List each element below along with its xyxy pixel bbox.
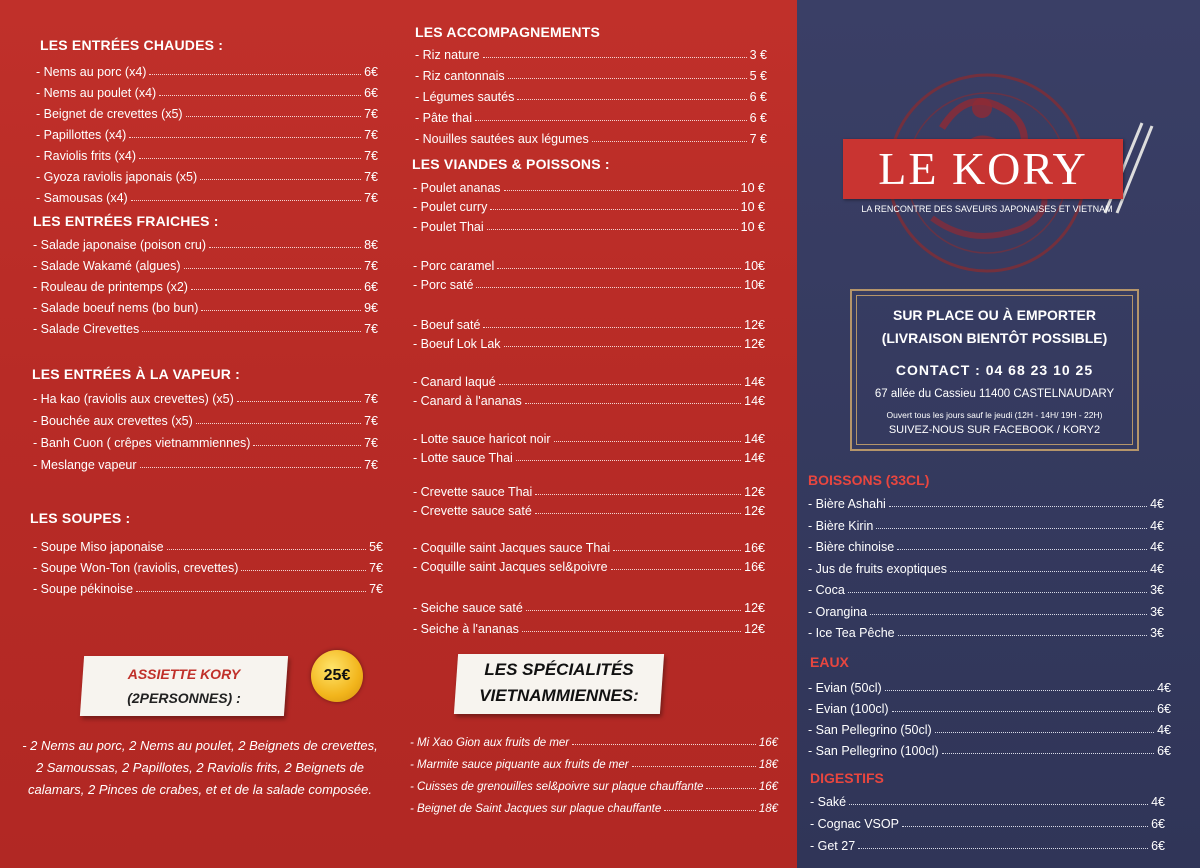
menu-item-name: - Riz cantonnais <box>415 69 505 83</box>
menu-item <box>808 697 1171 716</box>
menu-item-name: - Raviolis frits (x4) <box>36 149 137 163</box>
menu-item <box>413 313 765 332</box>
dot-leader <box>184 268 362 269</box>
menu-item <box>410 796 778 815</box>
menu-item-name: - Poulet Thai <box>413 220 484 234</box>
menu-item-price: 7€ <box>364 392 378 406</box>
menu-item-name: - San Pellegrino (50cl) <box>808 723 932 737</box>
menu-item-price: 10 € <box>740 200 765 214</box>
menu-item-name: - Coquille saint Jacques sauce Thai <box>413 541 611 555</box>
dot-leader <box>898 635 1147 636</box>
dot-leader <box>504 190 738 191</box>
menu-item-price: 16€ <box>744 541 765 555</box>
menu-item-price: 7€ <box>364 107 378 121</box>
menu-item <box>36 186 378 205</box>
menu-item-name: - Cuisses de grenouilles sel&poivre sur plaque chauffante <box>410 781 704 793</box>
menu-item <box>413 596 765 615</box>
menu-item <box>808 600 1164 619</box>
contact-phone: CONTACT : 04 68 23 10 25 <box>895 362 1094 378</box>
menu-item <box>33 535 383 554</box>
dot-leader <box>129 137 361 138</box>
menu-item-name: - Cognac VSOP <box>810 817 899 831</box>
menu-item-name: - San Pellegrino (100cl) <box>808 744 939 758</box>
menu-item-name: - Salade Wakamé (algues) <box>33 259 181 273</box>
menu-item-price: 14€ <box>744 394 765 408</box>
menu-item <box>36 123 378 142</box>
section-title-entrees-fraiches: LES ENTRÉES FRAICHES : <box>33 213 219 229</box>
dot-leader <box>554 441 742 442</box>
menu-item-price: 7€ <box>364 259 378 273</box>
menu-item <box>808 578 1164 597</box>
assiette-banner <box>80 656 288 716</box>
menu-item-price: 3€ <box>1150 583 1164 597</box>
menu-item-name: - Beignet de Saint Jacques sur plaque chauffante <box>410 803 662 815</box>
dot-leader <box>196 423 361 424</box>
dot-leader <box>902 826 1148 827</box>
menu-item-price: 16€ <box>744 560 765 574</box>
delivery-text: (LIVRAISON BIENTÔT POSSIBLE) <box>881 330 1108 346</box>
menu-item <box>36 81 378 100</box>
menu-item <box>33 233 378 252</box>
dot-leader <box>849 804 1148 805</box>
menu-item-price: 6 € <box>749 111 767 125</box>
dot-leader <box>490 209 737 210</box>
dot-leader <box>159 95 361 96</box>
menu-item <box>33 387 378 406</box>
menu-item-price: 7 € <box>749 132 767 146</box>
menu-item-price: 7€ <box>364 436 378 450</box>
menu-item-name: - Boeuf saté <box>413 318 481 332</box>
menu-item <box>33 453 378 472</box>
menu-item-name: - Banh Cuon ( crêpes vietnammiennes) <box>33 436 251 450</box>
menu-item-price: 4€ <box>1150 497 1164 511</box>
hours-text: Ouvert tous les jours sauf le jeudi (12H - 14H/ 19H - 22H) <box>886 410 1103 420</box>
menu-item-price: 6€ <box>1157 744 1171 758</box>
menu-item-name: - Samousas (x4) <box>36 191 128 205</box>
menu-item-name: - Nems au porc (x4) <box>36 65 147 79</box>
menu-item <box>808 535 1164 554</box>
menu-item-price: 4€ <box>1157 681 1171 695</box>
dot-leader <box>483 327 741 328</box>
menu-item <box>413 480 765 499</box>
menu-item-price: 14€ <box>744 375 765 389</box>
menu-item-name: - Crevette sauce Thai <box>413 485 533 499</box>
menu-item-price: 6€ <box>364 86 378 100</box>
dot-leader <box>611 569 742 570</box>
menu-item-price: 14€ <box>744 451 765 465</box>
menu-item <box>410 752 778 771</box>
dot-leader <box>487 229 738 230</box>
menu-item-name: - Bouchée aux crevettes (x5) <box>33 414 193 428</box>
section-title-digestifs: DIGESTIFS <box>810 770 884 786</box>
section-title-soupes: LES SOUPES : <box>30 510 131 526</box>
menu-item <box>415 43 767 62</box>
menu-item-price: 14€ <box>744 432 765 446</box>
menu-item-name: - Rouleau de printemps (x2) <box>33 280 188 294</box>
menu-item-price: 6€ <box>1157 702 1171 716</box>
menu-item-price: 7€ <box>364 128 378 142</box>
dot-leader <box>892 711 1155 712</box>
menu-item-price: 7€ <box>364 149 378 163</box>
section-title-entrees-vapeur: LES ENTRÉES À LA VAPEUR : <box>32 366 241 382</box>
menu-item-name: - Légumes sautés <box>415 90 515 104</box>
dot-leader <box>664 810 756 811</box>
dot-leader <box>131 200 361 201</box>
menu-item-price: 10€ <box>744 278 765 292</box>
dot-leader <box>241 570 366 571</box>
dot-leader <box>200 179 361 180</box>
dot-leader <box>572 744 756 745</box>
menu-item-name: - Evian (100cl) <box>808 702 889 716</box>
menu-item-price: 6 € <box>749 90 767 104</box>
menu-item <box>33 431 378 450</box>
menu-item <box>810 790 1165 809</box>
dot-leader <box>508 78 747 79</box>
menu-item-name: - Meslange vapeur <box>33 458 137 472</box>
specialites-title-line1: LES SPÉCIALITÉS <box>484 660 634 679</box>
dot-leader <box>504 346 742 347</box>
dot-leader <box>613 550 741 551</box>
dot-leader <box>522 631 741 632</box>
menu-item <box>36 144 378 163</box>
menu-item-price: 4€ <box>1150 561 1164 576</box>
menu-item-name: - Saké <box>810 795 847 809</box>
dot-leader <box>475 120 747 121</box>
dot-leader <box>140 467 362 468</box>
menu-item-price: 7€ <box>369 561 383 575</box>
menu-item-name: - Nems au poulet (x4) <box>36 86 157 100</box>
menu-item-name: - Soupe Miso japonaise <box>33 540 164 554</box>
dot-leader <box>592 141 747 142</box>
assiette-title: ASSIETTE KORY <box>127 666 241 682</box>
menu-item <box>33 317 378 336</box>
menu-item-name: - Bière Kirin <box>808 518 874 533</box>
menu-item-name: - Ha kao (raviolis aux crevettes) (x5) <box>33 392 234 406</box>
menu-item <box>413 370 765 389</box>
dot-leader <box>870 614 1147 615</box>
menu-item <box>413 195 765 214</box>
dot-leader <box>858 848 1148 849</box>
dot-leader <box>950 571 1147 572</box>
dot-leader <box>201 310 361 311</box>
dot-leader <box>876 528 1147 529</box>
menu-item <box>413 273 765 292</box>
menu-item-price: 12€ <box>744 622 765 636</box>
dot-leader <box>535 513 741 514</box>
dot-leader <box>535 494 741 495</box>
menu-item-price: 7€ <box>364 458 378 472</box>
logo-text: LE KORY <box>878 143 1088 194</box>
menu-item <box>415 85 767 104</box>
menu-item-name: - Riz nature <box>415 48 480 62</box>
menu-item <box>810 812 1165 831</box>
menu-item-price: 12€ <box>744 601 765 615</box>
menu-item <box>413 617 765 636</box>
menu-item-price: 10 € <box>740 220 765 234</box>
menu-item-price: 12€ <box>744 318 765 332</box>
dot-leader <box>885 690 1154 691</box>
menu-item-price: 18€ <box>758 803 778 815</box>
menu-item-price: 4€ <box>1150 540 1164 554</box>
menu-item-price: 16€ <box>758 737 778 749</box>
menu-item <box>33 296 378 315</box>
menu-item <box>413 254 765 273</box>
menu-item-name: - Bière Ashahi <box>808 497 886 511</box>
menu-item-name: - Lotte sauce haricot noir <box>413 432 551 446</box>
menu-item <box>413 215 765 234</box>
address-text: 67 allée du Cassieu 11400 CASTELNAUDARY <box>874 388 1115 400</box>
dot-leader <box>525 403 741 404</box>
menu-item-name: - Bière chinoise <box>808 540 895 554</box>
menu-item <box>810 834 1165 853</box>
menu-item <box>413 389 765 408</box>
menu-item <box>415 127 767 146</box>
menu-item-name: - Jus de fruits exoptiques <box>808 561 947 576</box>
dot-leader <box>889 506 1147 507</box>
menu-item-price: 8€ <box>364 238 378 252</box>
menu-item <box>808 718 1171 737</box>
dot-leader <box>935 732 1154 733</box>
menu-item <box>415 106 767 125</box>
menu-item <box>413 176 765 195</box>
dot-leader <box>632 766 756 767</box>
menu-item-price: 7€ <box>364 170 378 184</box>
menu-item-name: - Poulet curry <box>413 200 488 214</box>
menu-item <box>413 555 765 574</box>
blue-menu-panel <box>797 0 1200 868</box>
menu-item-name: - Nouilles sautées aux légumes <box>415 132 589 146</box>
menu-item-price: 6€ <box>364 280 378 294</box>
dot-leader <box>848 592 1147 593</box>
menu-item <box>413 536 765 555</box>
menu-item-price: 4€ <box>1151 795 1165 809</box>
menu-item <box>36 165 378 184</box>
menu-item-name: - Mi Xao Gion aux fruits de mer <box>410 737 570 749</box>
menu-item <box>413 332 765 351</box>
menu-item-price: 5€ <box>369 540 383 554</box>
menu-item <box>33 275 378 294</box>
menu-item-price: 6€ <box>1151 817 1165 831</box>
dot-leader <box>897 549 1147 550</box>
menu-item-name: - Coquille saint Jacques sel&poivre <box>413 560 608 574</box>
menu-item-price: 12€ <box>744 337 765 351</box>
menu-item-price: 12€ <box>744 504 765 518</box>
menu-item <box>808 621 1164 640</box>
menu-item <box>808 739 1171 758</box>
menu-item-name: - Porc saté <box>413 278 474 292</box>
menu-item <box>36 60 378 79</box>
menu-item-name: - Ice Tea Pêche <box>808 626 895 640</box>
dot-leader <box>209 247 361 248</box>
menu-item-price: 7€ <box>364 322 378 336</box>
dot-leader <box>497 268 741 269</box>
dot-leader <box>139 158 361 159</box>
menu-item-name: - Gyoza raviolis japonais (x5) <box>36 170 198 184</box>
menu-item-price: 3€ <box>1150 604 1164 619</box>
menu-item-price: 7€ <box>369 582 383 596</box>
menu-item <box>33 577 383 596</box>
menu-item <box>808 514 1164 533</box>
menu-item <box>808 492 1164 511</box>
dot-leader <box>499 384 741 385</box>
dot-leader <box>483 57 747 58</box>
assiette-description: - 2 Nems au porc, 2 Nems au poulet, 2 Beignets de crevettes, 2 Samoussas, 2 Papillotes, 2 Raviolis frits, 2 Beignets de calamars, 2 Pinces de crabes, et et de la salade composée. <box>22 738 378 797</box>
menu-item <box>33 409 378 428</box>
dot-leader <box>136 591 366 592</box>
menu-item-name: - Crevette sauce saté <box>413 504 532 518</box>
menu-item-name: - Lotte sauce Thai <box>413 451 513 465</box>
dot-leader <box>942 753 1154 754</box>
dot-leader <box>517 99 746 100</box>
menu-item <box>413 427 765 446</box>
menu-item-price: 4€ <box>1157 723 1171 737</box>
menu-item-price: 4€ <box>1150 518 1164 533</box>
section-title-accompagnements: LES ACCOMPAGNEMENTS <box>415 24 601 40</box>
menu-item-name: - Canard laqué <box>413 375 496 389</box>
menu-item-price: 3€ <box>1150 626 1164 640</box>
dot-leader <box>516 460 741 461</box>
menu-item-name: - Salade japonaise (poison cru) <box>33 238 207 252</box>
dot-leader <box>476 287 741 288</box>
social-text: SUIVEZ-NOUS SUR FACEBOOK / KORY2 <box>888 424 1101 436</box>
menu-item-price: 18€ <box>758 759 778 771</box>
menu-item-name: - Soupe pékinoise <box>33 582 134 596</box>
dot-leader <box>526 610 741 611</box>
menu-item-name: - Soupe Won-Ton (raviolis, crevettes) <box>33 561 239 575</box>
menu-item-name: - Porc caramel <box>413 259 495 273</box>
menu-item-name: - Seiche à l'ananas <box>413 622 519 636</box>
section-title-eaux: EAUX <box>810 654 849 670</box>
menu-item-price: 10€ <box>744 259 765 273</box>
menu-item-price: 16€ <box>758 781 778 793</box>
menu-item-price: 3 € <box>749 48 767 62</box>
menu-item-price: 5 € <box>749 69 767 83</box>
menu-item <box>36 102 378 121</box>
menu-item <box>33 556 383 575</box>
dot-leader <box>149 74 361 75</box>
menu-item-price: 10 € <box>740 181 765 195</box>
dot-leader <box>167 549 366 550</box>
dot-leader <box>191 289 361 290</box>
dot-leader <box>142 331 361 332</box>
menu-item-price: 7€ <box>364 191 378 205</box>
menu-item <box>33 254 378 273</box>
menu-item-name: - Evian (50cl) <box>808 681 882 695</box>
menu-item-name: - Boeuf Lok Lak <box>413 337 501 351</box>
section-title-entrees-chaudes: LES ENTRÉES CHAUDES : <box>40 37 224 53</box>
assiette-price-badge: 25€ <box>311 650 363 702</box>
menu-item <box>808 557 1164 576</box>
menu-item-name: - Salade Cirevettes <box>33 322 140 336</box>
menu-item-name: - Seiche sauce saté <box>413 601 523 615</box>
menu-item <box>413 446 765 465</box>
menu-item <box>413 499 765 518</box>
assiette-subtitle: (2PERSONNES) : <box>127 690 241 706</box>
menu-item-name: - Marmite sauce piquante aux fruits de mer <box>410 759 629 771</box>
menu-item-name: - Pâte thai <box>415 111 472 125</box>
menu-item-name: - Salade boeuf nems (bo bun) <box>33 301 199 315</box>
menu-item-name: - Beignet de crevettes (x5) <box>36 107 183 121</box>
specialites-title-line2: VIETNAMMIENNES: <box>479 686 639 705</box>
menu-item-price: 7€ <box>364 414 378 428</box>
menu-item-name: - Poulet ananas <box>413 181 501 195</box>
tagline: LA RENCONTRE DES SAVEURS JAPONAISES ET VIETNAM <box>861 204 1113 214</box>
menu-item-price: 9€ <box>364 301 378 315</box>
dot-leader <box>706 788 755 789</box>
menu-item-price: 6€ <box>364 65 378 79</box>
dot-leader <box>237 401 361 402</box>
menu-item-name: - Papillottes (x4) <box>36 128 127 142</box>
menu-item <box>808 676 1171 695</box>
menu-item-name: - Coca <box>808 583 845 597</box>
menu-item <box>410 774 778 793</box>
section-title-viandes: LES VIANDES & POISSONS : <box>412 156 610 172</box>
dot-leader <box>253 445 361 446</box>
menu-item-name: - Orangina <box>808 604 868 619</box>
menu-item-price: 6€ <box>1151 839 1165 853</box>
menu-item-name: - Canard à l'ananas <box>413 394 522 408</box>
menu-item-name: - Get 27 <box>810 839 856 853</box>
dot-leader <box>186 116 361 117</box>
menu-item <box>410 730 778 749</box>
service-text: SUR PLACE OU À EMPORTER <box>892 307 1096 323</box>
menu-item-price: 12€ <box>744 485 765 499</box>
menu-item <box>415 64 767 83</box>
section-title-boissons: BOISSONS (33CL) <box>808 472 930 488</box>
